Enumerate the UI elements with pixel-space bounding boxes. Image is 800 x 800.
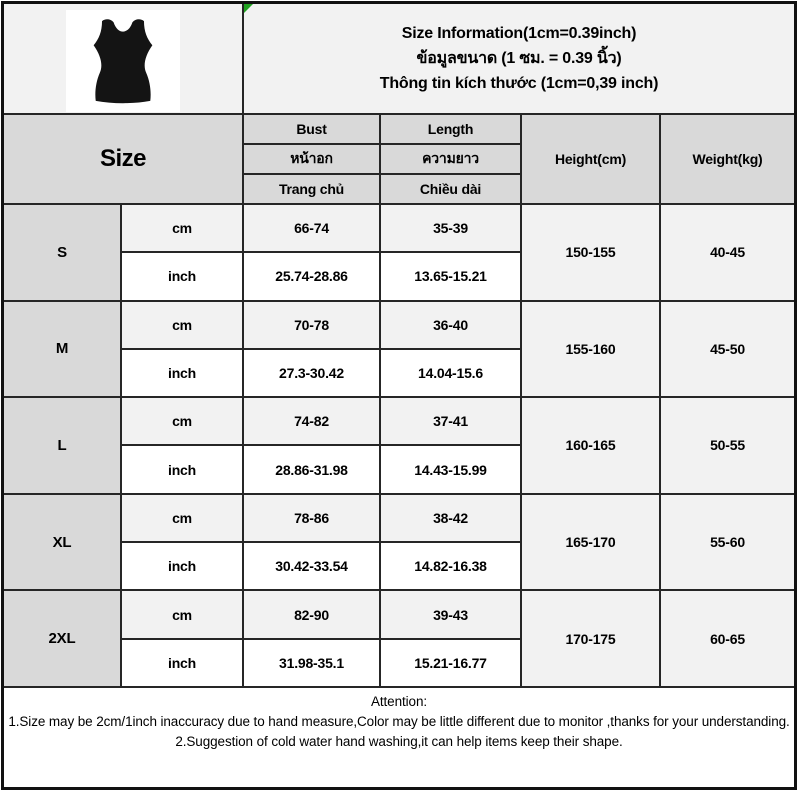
length-cm-value: 37-41 xyxy=(381,398,522,446)
length-inch-value: 13.65-15.21 xyxy=(381,253,522,301)
attention-title: Attention: xyxy=(370,693,428,709)
tank-top-image xyxy=(83,18,163,104)
title-cell xyxy=(244,4,794,115)
title-vietnamese: Thông tin kích thước (1cm=0,39 inch) xyxy=(379,74,659,92)
attention-line-2: 2.Suggestion of cold water hand washing,it can help items keep their shape. xyxy=(175,733,623,749)
length-inch-value: 15.21-16.77 xyxy=(381,640,522,688)
bust-cm-value: 74-82 xyxy=(244,398,381,446)
header-length-en: Length xyxy=(381,115,522,145)
attention-line-1: 1.Size may be 2cm/1inch inaccuracy due to hand measure,Color may be little different due to monitor ,thanks for your understanding. xyxy=(8,713,790,729)
size-cell-s: S xyxy=(4,205,122,302)
header-bust-vi: Trang chủ xyxy=(244,175,381,205)
size-cell-l: L xyxy=(4,398,122,495)
weight-value: 45-50 xyxy=(661,302,794,399)
length-cm-value: 39-43 xyxy=(381,591,522,639)
header-size: Size xyxy=(4,115,244,205)
unit-inch-label: inch xyxy=(122,253,244,301)
weight-value: 50-55 xyxy=(661,398,794,495)
size-cell-xl: XL xyxy=(4,495,122,592)
cell-corner-marker-icon xyxy=(244,4,253,13)
length-cm-value: 35-39 xyxy=(381,205,522,253)
unit-inch-label: inch xyxy=(122,640,244,688)
length-cm-value: 36-40 xyxy=(381,302,522,350)
header-bust-th: หน้าอก xyxy=(244,145,381,175)
bust-inch-value: 30.42-33.54 xyxy=(244,543,381,591)
unit-inch-label: inch xyxy=(122,446,244,494)
unit-cm-label: cm xyxy=(122,591,244,639)
bust-cm-value: 70-78 xyxy=(244,302,381,350)
height-value: 150-155 xyxy=(522,205,661,302)
unit-cm-label: cm xyxy=(122,205,244,253)
length-cm-value: 38-42 xyxy=(381,495,522,543)
bust-cm-value: 82-90 xyxy=(244,591,381,639)
size-cell-m: M xyxy=(4,302,122,399)
unit-cm-label: cm xyxy=(122,398,244,446)
title-english: Size Information(1cm=0.39inch) xyxy=(401,24,637,42)
product-image-cell xyxy=(4,4,244,115)
unit-cm-label: cm xyxy=(122,495,244,543)
unit-inch-label: inch xyxy=(122,543,244,591)
size-chart-sheet xyxy=(1,1,797,790)
size-cell-2xl: 2XL xyxy=(4,591,122,688)
bust-cm-value: 78-86 xyxy=(244,495,381,543)
bust-inch-value: 27.3-30.42 xyxy=(244,350,381,398)
attention-note xyxy=(4,688,794,787)
height-value: 170-175 xyxy=(522,591,661,688)
length-inch-value: 14.04-15.6 xyxy=(381,350,522,398)
bust-inch-value: 25.74-28.86 xyxy=(244,253,381,301)
weight-value: 60-65 xyxy=(661,591,794,688)
header-length-th: ความยาว xyxy=(381,145,522,175)
unit-cm-label: cm xyxy=(122,302,244,350)
header-weight: Weight(kg) xyxy=(661,115,794,205)
height-value: 160-165 xyxy=(522,398,661,495)
unit-inch-label: inch xyxy=(122,350,244,398)
product-photo xyxy=(66,10,180,112)
weight-value: 55-60 xyxy=(661,495,794,592)
title-thai: ข้อมูลขนาด (1 ซม. = 0.39 นิ้ว) xyxy=(416,49,622,67)
length-inch-value: 14.82-16.38 xyxy=(381,543,522,591)
length-inch-value: 14.43-15.99 xyxy=(381,446,522,494)
bust-cm-value: 66-74 xyxy=(244,205,381,253)
header-height: Height(cm) xyxy=(522,115,661,205)
bust-inch-value: 28.86-31.98 xyxy=(244,446,381,494)
height-value: 155-160 xyxy=(522,302,661,399)
weight-value: 40-45 xyxy=(661,205,794,302)
header-length-vi: Chiều dài xyxy=(381,175,522,205)
header-bust-en: Bust xyxy=(244,115,381,145)
bust-inch-value: 31.98-35.1 xyxy=(244,640,381,688)
height-value: 165-170 xyxy=(522,495,661,592)
